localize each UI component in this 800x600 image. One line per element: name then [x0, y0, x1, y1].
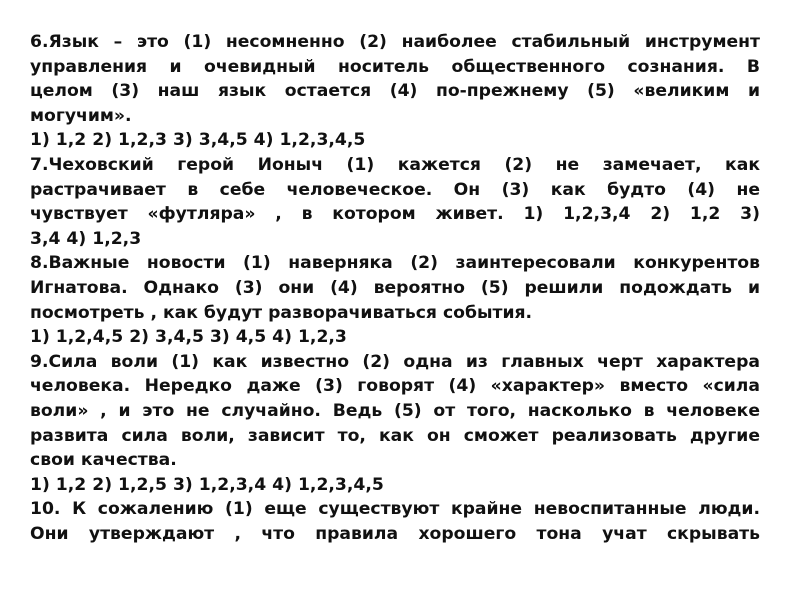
- question-9-line-4: развита сила воли, зависит то, как он сможет реализовать другие: [30, 425, 760, 446]
- question-8-answer-options: 1) 1,2,4,5 2) 3,4,5 3) 4,5 4) 1,2,3: [30, 327, 347, 348]
- question-6-answer-options: 1) 1,2 2) 1,2,3 3) 3,4,5 4) 1,2,3,4,5: [30, 130, 366, 151]
- question-9-line-5: свои качества.: [30, 450, 177, 471]
- question-9-answer-options: 1) 1,2 2) 1,2,5 3) 1,2,3,4 4) 1,2,3,4,5: [30, 474, 384, 495]
- question-7-line-1: 7.Чеховский герой Ионыч (1) кажется (2) не замечает, как: [30, 154, 760, 175]
- question-9-line-3: воли» , и это не случайно. Ведь (5) от того, насколько в человеке: [30, 400, 760, 421]
- question-8-line-1: 8.Важные новости (1) наверняка (2) заинтересовали конкурентов: [30, 253, 760, 274]
- question-10-line-1: 10. К сожалению (1) еще существуют крайне невоспитанные люди.: [30, 499, 760, 520]
- question-6-line-2: управления и очевидный носитель общественного сознания. В: [30, 56, 760, 77]
- question-10-line-2: Они утверждают , что правила хорошего тона учат скрывать: [30, 523, 760, 544]
- question-7-answer-options: 3,4 4) 1,2,3: [30, 228, 142, 249]
- document-page: [30, 30, 760, 546]
- question-6-line-4: могучим».: [30, 105, 132, 126]
- question-9-line-2: человека. Нередко даже (3) говорят (4) «характер» вместо «сила: [30, 376, 760, 397]
- question-9-line-1: 9.Сила воли (1) как известно (2) одна из главных черт характера: [30, 351, 760, 372]
- question-7-line-2: растрачивает в себе человеческое. Он (3) как будто (4) не: [30, 179, 760, 200]
- question-6-line-3: целом (3) наш язык остается (4) по-прежнему (5) «великим и: [30, 81, 760, 102]
- question-8-line-3: посмотреть , как будут разворачиваться события.: [30, 302, 533, 323]
- question-8-line-2: Игнатова. Однако (3) они (4) вероятно (5) решили подождать и: [30, 277, 760, 298]
- question-7-line-3-with-options: чувствует «футляра» , в котором живет. 1) 1,2,3,4 2) 1,2 3): [30, 204, 760, 225]
- question-6-line-1: 6.Язык – это (1) несомненно (2) наиболее стабильный инструмент: [30, 32, 760, 52]
